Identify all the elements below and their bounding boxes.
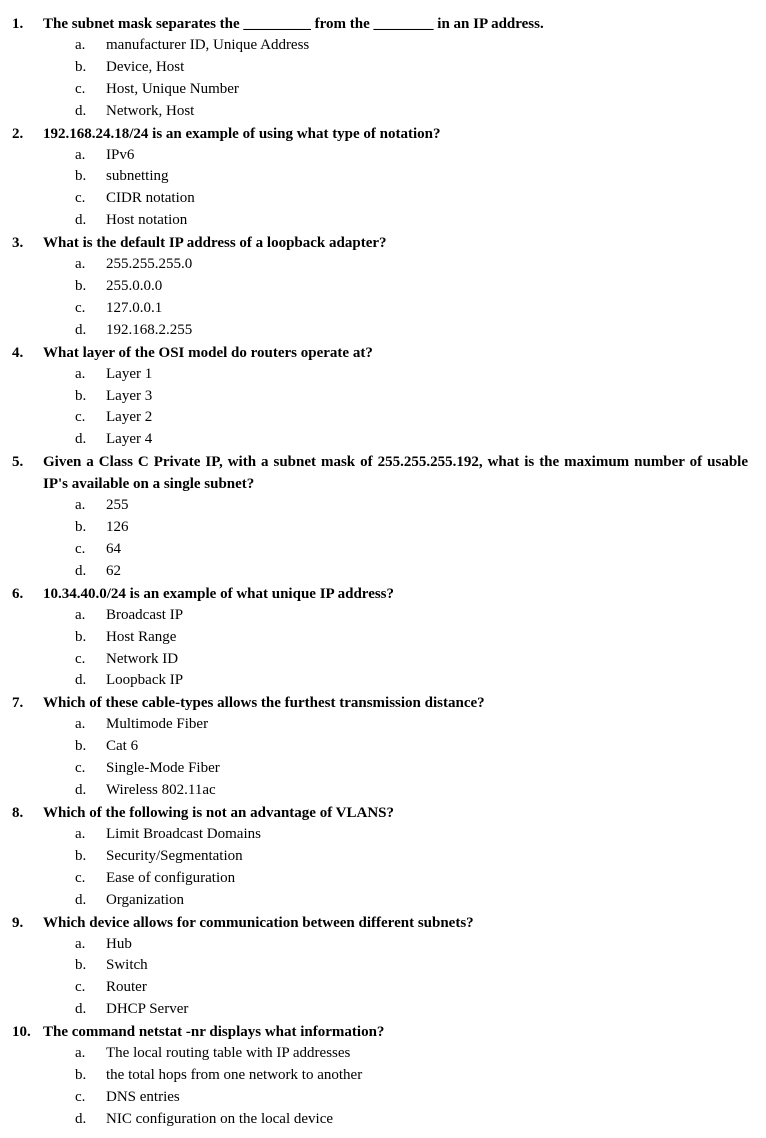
question-8 xyxy=(0,802,766,912)
option-text: 126 xyxy=(106,519,129,536)
option-letter: b. xyxy=(75,1066,87,1083)
option-letter: a. xyxy=(75,935,86,952)
option-letter: c. xyxy=(75,650,86,667)
option-text: Security/Segmentation xyxy=(106,847,243,864)
answer-option xyxy=(0,670,766,692)
question-number: 3. xyxy=(12,235,24,252)
option-letter: c. xyxy=(75,409,86,426)
question-3 xyxy=(0,232,766,342)
question-stem xyxy=(0,1021,766,1043)
option-text: 127.0.0.1 xyxy=(106,299,163,316)
option-letter: d. xyxy=(75,321,87,338)
question-stem xyxy=(0,232,766,254)
question-text: What layer of the OSI model do routers operate at? xyxy=(43,344,373,361)
answer-option xyxy=(0,254,766,276)
option-letter: a. xyxy=(75,716,86,733)
question-6 xyxy=(0,583,766,693)
question-stem xyxy=(0,692,766,714)
option-text: Device, Host xyxy=(106,58,185,75)
answer-option xyxy=(0,429,766,451)
answer-option xyxy=(0,1043,766,1065)
option-text: Broadcast IP xyxy=(106,606,184,623)
option-text: The local routing table with IP addresses xyxy=(106,1045,351,1062)
question-1 xyxy=(0,13,766,123)
answer-option xyxy=(0,955,766,977)
option-text: Limit Broadcast Domains xyxy=(106,825,261,842)
option-letter: c. xyxy=(75,80,86,97)
option-letter: d. xyxy=(75,891,87,908)
option-letter: b. xyxy=(75,278,87,295)
question-number: 5. xyxy=(12,454,24,471)
option-text: Hub xyxy=(106,935,132,952)
option-letter: a. xyxy=(75,606,86,623)
option-text: Host Range xyxy=(106,628,177,645)
question-stem xyxy=(0,13,766,35)
option-letter: b. xyxy=(75,168,87,185)
answer-option xyxy=(0,145,766,167)
question-text: The command netstat -nr displays what information? xyxy=(43,1024,385,1041)
option-text: Cat 6 xyxy=(106,738,139,755)
option-letter: d. xyxy=(75,1110,87,1127)
option-letter: d. xyxy=(75,212,87,229)
option-text: Ease of configuration xyxy=(106,869,236,886)
option-letter: d. xyxy=(75,1001,87,1018)
option-text: 64 xyxy=(106,541,121,558)
question-text: Which device allows for communication between different subnets? xyxy=(43,914,474,931)
answer-option xyxy=(0,35,766,57)
option-letter: a. xyxy=(75,365,86,382)
option-letter: b. xyxy=(75,957,87,974)
option-text: Layer 1 xyxy=(106,365,153,382)
option-letter: a. xyxy=(75,146,86,163)
option-letter: d. xyxy=(75,431,87,448)
option-text: NIC configuration on the local device xyxy=(106,1110,334,1127)
answer-option xyxy=(0,780,766,802)
answer-option xyxy=(0,934,766,956)
option-text: Layer 2 xyxy=(106,409,153,426)
question-9 xyxy=(0,912,766,1022)
question-number: 1. xyxy=(12,16,24,32)
question-2 xyxy=(0,123,766,233)
option-letter: c. xyxy=(75,299,86,316)
answer-option xyxy=(0,1065,766,1087)
answer-option xyxy=(0,649,766,671)
question-number: 2. xyxy=(12,125,24,142)
option-letter: d. xyxy=(75,102,87,119)
option-letter: d. xyxy=(75,782,87,799)
option-letter: b. xyxy=(75,58,87,75)
option-text: DHCP Server xyxy=(106,1001,189,1018)
question-stem xyxy=(0,451,766,495)
question-text: Given a Class C Private IP, with a subnet mask of 255.255.255.192, what is the maximum number of usable IP's available on a single subnet? xyxy=(43,454,748,493)
option-text: Network, Host xyxy=(106,102,195,119)
answer-option xyxy=(0,101,766,123)
option-letter: a. xyxy=(75,256,86,273)
question-text: Which of the following is not an advantage of VLANS? xyxy=(43,804,395,821)
question-number: 8. xyxy=(12,804,24,821)
option-text: 255.0.0.0 xyxy=(106,278,163,295)
option-letter: a. xyxy=(75,1045,86,1062)
answer-option xyxy=(0,166,766,188)
question-text: What is the default IP address of a loopback adapter? xyxy=(43,235,387,252)
answer-option xyxy=(0,605,766,627)
option-letter: b. xyxy=(75,847,87,864)
question-number: 4. xyxy=(12,344,24,361)
option-text: 62 xyxy=(106,562,121,579)
answer-option xyxy=(0,999,766,1021)
question-text: 192.168.24.18/24 is an example of using what type of notation? xyxy=(43,125,441,142)
answer-option xyxy=(0,386,766,408)
option-text: 192.168.2.255 xyxy=(106,321,193,338)
question-number: 7. xyxy=(12,695,24,712)
option-text: Single-Mode Fiber xyxy=(106,760,220,777)
answer-option xyxy=(0,627,766,649)
answer-option xyxy=(0,977,766,999)
option-letter: b. xyxy=(75,519,87,536)
question-number: 10. xyxy=(12,1024,31,1041)
option-letter: c. xyxy=(75,190,86,207)
option-text: Organization xyxy=(106,891,185,908)
option-letter: b. xyxy=(75,738,87,755)
question-stem xyxy=(0,912,766,934)
answer-option xyxy=(0,758,766,780)
answer-option xyxy=(0,846,766,868)
option-text: Multimode Fiber xyxy=(106,716,209,733)
option-text: the total hops from one network to another xyxy=(106,1066,363,1083)
option-text: Network ID xyxy=(106,650,179,667)
option-letter: c. xyxy=(75,979,86,996)
question-number: 6. xyxy=(12,585,24,602)
answer-option xyxy=(0,79,766,101)
option-text: Loopback IP xyxy=(106,672,184,689)
option-text: subnetting xyxy=(106,168,169,185)
answer-option xyxy=(0,1087,766,1109)
answer-option xyxy=(0,890,766,912)
option-letter: b. xyxy=(75,387,87,404)
question-4 xyxy=(0,342,766,452)
answer-option xyxy=(0,868,766,890)
answer-option xyxy=(0,824,766,846)
option-letter: d. xyxy=(75,672,87,689)
answer-option xyxy=(0,188,766,210)
option-text: Layer 3 xyxy=(106,387,153,404)
option-letter: a. xyxy=(75,497,86,514)
question-number: 9. xyxy=(12,914,24,931)
option-letter: c. xyxy=(75,869,86,886)
question-5 xyxy=(0,451,766,583)
answer-option xyxy=(0,320,766,342)
option-letter: d. xyxy=(75,562,87,579)
option-text: IPv6 xyxy=(106,146,135,163)
option-text: 255.255.255.0 xyxy=(106,256,193,273)
option-letter: c. xyxy=(75,1088,86,1105)
option-letter: a. xyxy=(75,825,86,842)
option-letter: c. xyxy=(75,541,86,558)
answer-option xyxy=(0,736,766,758)
answer-option xyxy=(0,517,766,539)
option-text: Host, Unique Number xyxy=(106,80,239,97)
option-text: Host notation xyxy=(106,212,188,229)
answer-option xyxy=(0,714,766,736)
question-stem xyxy=(0,342,766,364)
answer-option xyxy=(0,57,766,79)
option-text: 255 xyxy=(106,497,129,514)
answer-option xyxy=(0,407,766,429)
answer-option xyxy=(0,539,766,561)
option-letter: c. xyxy=(75,760,86,777)
question-stem xyxy=(0,802,766,824)
option-text: Switch xyxy=(106,957,148,974)
question-text: Which of these cable-types allows the furthest transmission distance? xyxy=(43,695,485,712)
answer-option xyxy=(0,495,766,517)
quiz-document xyxy=(0,13,766,1131)
answer-option xyxy=(0,561,766,583)
option-text: Router xyxy=(106,979,147,996)
question-7 xyxy=(0,692,766,802)
answer-option xyxy=(0,1109,766,1131)
question-text: The subnet mask separates the _________ from the ________ in an IP address. xyxy=(43,16,544,32)
question-stem xyxy=(0,123,766,145)
option-text: DNS entries xyxy=(106,1088,180,1105)
option-text: CIDR notation xyxy=(106,190,195,207)
question-10 xyxy=(0,1021,766,1131)
option-letter: a. xyxy=(75,37,86,53)
option-text: manufacturer ID, Unique Address xyxy=(106,37,310,53)
option-letter: b. xyxy=(75,628,87,645)
answer-option xyxy=(0,298,766,320)
question-text: 10.34.40.0/24 is an example of what unique IP address? xyxy=(43,585,395,602)
option-text: Wireless 802.11ac xyxy=(106,782,216,799)
answer-option xyxy=(0,276,766,298)
answer-option xyxy=(0,364,766,386)
answer-option xyxy=(0,210,766,232)
option-text: Layer 4 xyxy=(106,431,153,448)
question-stem xyxy=(0,583,766,605)
